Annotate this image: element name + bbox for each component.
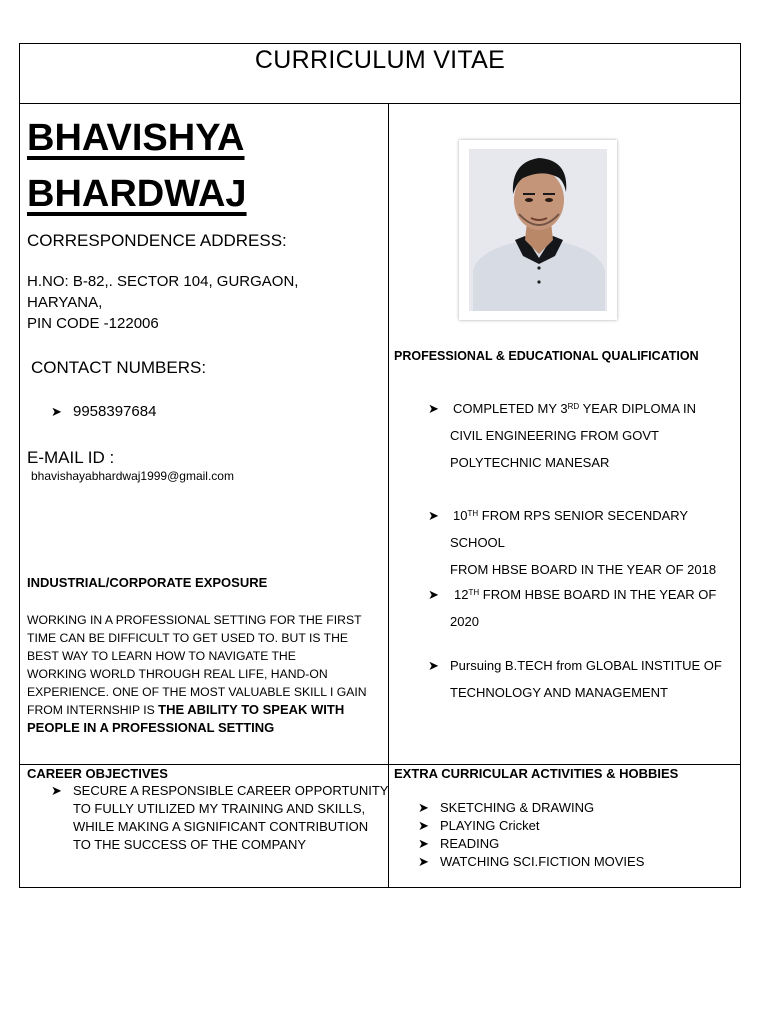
career-line: SECURE A RESPONSIBLE CAREER OPPORTUNITY [73,783,389,798]
address-line: H.NO: B-82,. SECTOR 104, GURGAON, [27,273,299,290]
arrow-bullet-icon: ➤ [428,658,439,673]
arrow-bullet-icon: ➤ [418,854,429,869]
exposure-line: TIME CAN BE DIFFICULT TO GET USED TO. BUT IS THE [27,631,348,645]
qual-superscript: TH [468,588,480,597]
qualification-list [428,581,738,635]
qualification-line: 2020 [450,614,479,629]
exposure-line: WORKING IN A PROFESSIONAL SETTING FOR THE FIRST [27,613,362,627]
career-line: TO FULLY UTILIZED MY TRAINING AND SKILLS, [73,801,366,816]
career-item [51,782,388,800]
qual-text: 12 [454,587,469,602]
qualification-item [428,652,738,679]
contact-heading: CONTACT NUMBERS: [31,358,207,377]
arrow-bullet-icon: ➤ [418,818,429,833]
qualification-line: POLYTECHNIC MANESAR [450,455,610,470]
hobbies-list [418,799,644,871]
hobby-item [418,799,644,817]
email-address: bhavishayabhardwaj1999@gmail.com [31,469,234,483]
qualification-item [428,581,738,608]
qual-text: 10 [453,508,468,523]
column-divider [388,103,389,888]
qual-text: Pursuing B.TECH from GLOBAL INSTITUE OF [450,658,722,673]
arrow-bullet-icon: ➤ [428,587,439,602]
title-divider [19,103,741,104]
qualification-list [428,652,738,706]
exposure-line: BEST WAY TO LEARN HOW TO NAVIGATE THE [27,649,296,663]
phone-number: 9958397684 [73,403,157,420]
career-line: WHILE MAKING A SIGNIFICANT CONTRIBUTION [73,819,369,834]
arrow-bullet-icon: ➤ [51,783,62,798]
page-title: CURRICULUM VITAE [254,46,506,74]
qual-text: FROM RPS SENIOR SECENDARY SCHOOL [450,508,688,550]
profile-photo [459,140,617,320]
name-last: BHARDWAJ [27,173,247,215]
qual-text: FROM HBSE BOARD IN THE YEAR OF [479,587,717,602]
hobby-item [418,835,644,853]
email-heading: E-MAIL ID : [27,448,115,467]
address-block [27,271,298,334]
candidate-name [27,110,247,222]
career-line: TO THE SUCCESS OF THE COMPANY [73,837,307,852]
qualification-heading: PROFESSIONAL & EDUCATIONAL QUALIFICATION [394,349,699,363]
career-heading: CAREER OBJECTIVES [27,766,168,781]
hobby-item [418,853,644,871]
qualification-line: TECHNOLOGY AND MANAGEMENT [450,685,668,700]
qualification-line: CIVIL ENGINEERING FROM GOVT [450,428,659,443]
arrow-bullet-icon: ➤ [418,836,429,851]
qual-text: YEAR DIPLOMA IN [579,401,696,416]
qual-text: COMPLETED MY 3 [453,401,568,416]
arrow-bullet-icon: ➤ [51,404,62,419]
exposure-line: WORKING WORLD THROUGH REAL LIFE, HAND-ON [27,667,328,681]
arrow-bullet-icon: ➤ [418,800,429,815]
qualification-item [428,395,738,422]
phone-item [51,401,156,422]
exposure-text-normal: FROM INTERNSHIP IS [27,703,159,717]
qualification-item [428,502,740,556]
qual-superscript: TH [467,509,479,518]
exposure-line [27,701,383,719]
hobby-label: READING [440,836,500,851]
name-first: BHAVISHYA [27,117,245,159]
address-line: HARYANA, [27,294,103,311]
address-line: PIN CODE -122006 [27,315,159,332]
address-heading: CORRESPONDENCE ADDRESS: [27,231,287,250]
hobby-item [418,817,644,835]
qualification-list [428,395,738,476]
exposure-line: EXPERIENCE. ONE OF THE MOST VALUABLE SKILL I GAIN [27,685,367,699]
qualification-line: FROM HBSE BOARD IN THE YEAR OF 2018 [450,562,717,577]
exposure-text [27,611,383,737]
exposure-text-bold: THE ABILITY TO SPEAK WITH [158,702,345,717]
hobby-label: PLAYING Cricket [440,818,540,833]
exposure-heading: INDUSTRIAL/CORPORATE EXPOSURE [27,575,268,590]
arrow-bullet-icon: ➤ [428,401,439,416]
hobby-label: SKETCHING & DRAWING [440,800,595,815]
hobby-label: WATCHING SCI.FICTION MOVIES [440,854,645,869]
arrow-bullet-icon: ➤ [428,508,439,523]
hobbies-heading: EXTRA CURRICULAR ACTIVITIES & HOBBIES [394,766,679,781]
qualification-list [428,502,740,583]
exposure-line: PEOPLE IN A PROFESSIONAL SETTING [27,720,275,735]
career-objective [51,782,388,854]
portrait-image [459,140,617,320]
qual-superscript: RD [567,402,580,411]
